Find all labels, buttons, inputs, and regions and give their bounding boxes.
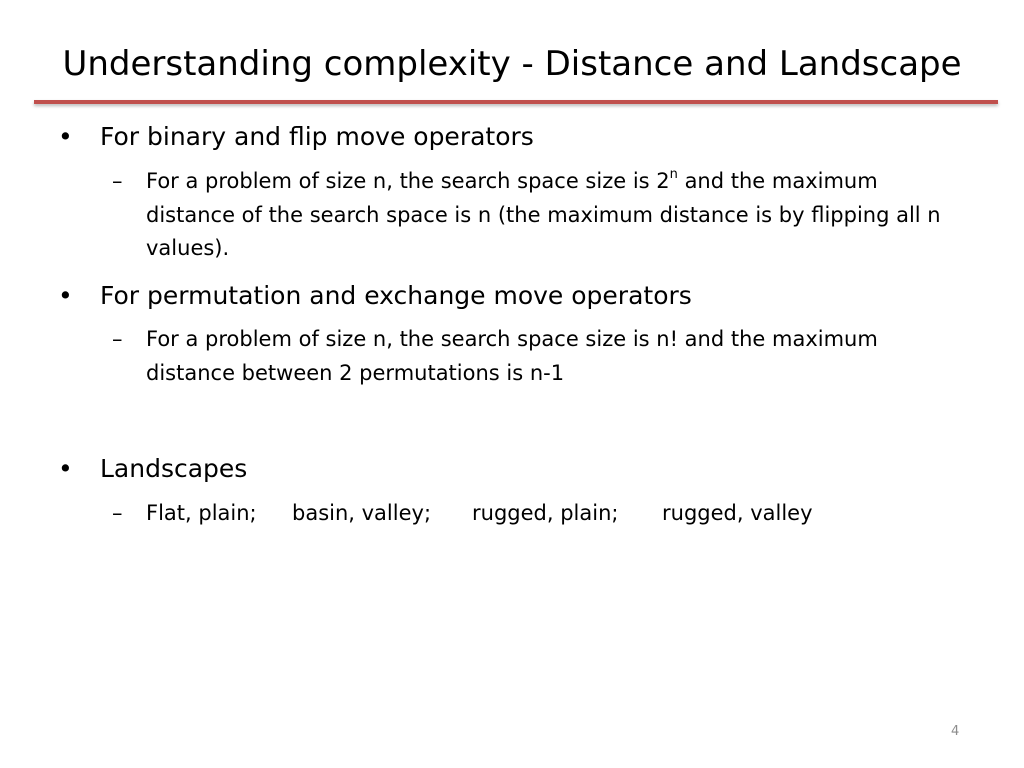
text-after-exponent: and the maximum distance of the search space is n (the maximum distance is by flipping all n values). (146, 169, 941, 260)
dash-icon: – (112, 501, 123, 525)
sub-bullet-text (146, 165, 946, 266)
bullet-dot-icon: • (58, 454, 73, 483)
landscape-item: basin, valley; (292, 501, 432, 525)
bullet-text: For binary and flip move operators (100, 122, 534, 151)
dash-icon: – (112, 327, 123, 351)
bullet-text: Landscapes (100, 454, 248, 483)
landscape-item: rugged, valley (662, 501, 813, 525)
landscape-list (146, 497, 946, 531)
bullet-dot-icon: • (58, 122, 73, 151)
exponent: n (669, 167, 678, 182)
dash-icon: – (112, 169, 123, 193)
landscape-item: Flat, plain; (146, 501, 257, 525)
bullet-text: For permutation and exchange move operators (100, 281, 692, 310)
bullet-dot-icon: • (58, 281, 73, 310)
page-number: 4 (951, 724, 960, 739)
landscape-item: rugged, plain; (472, 501, 619, 525)
slide-title: Understanding complexity - Distance and Landscape (62, 44, 962, 84)
sub-bullet-text: For a problem of size n, the search space size is n! and the maximum distance between 2 permutations is n-1 (146, 327, 878, 385)
text-before-exponent: For a problem of size n, the search space size is 2 (146, 169, 670, 193)
